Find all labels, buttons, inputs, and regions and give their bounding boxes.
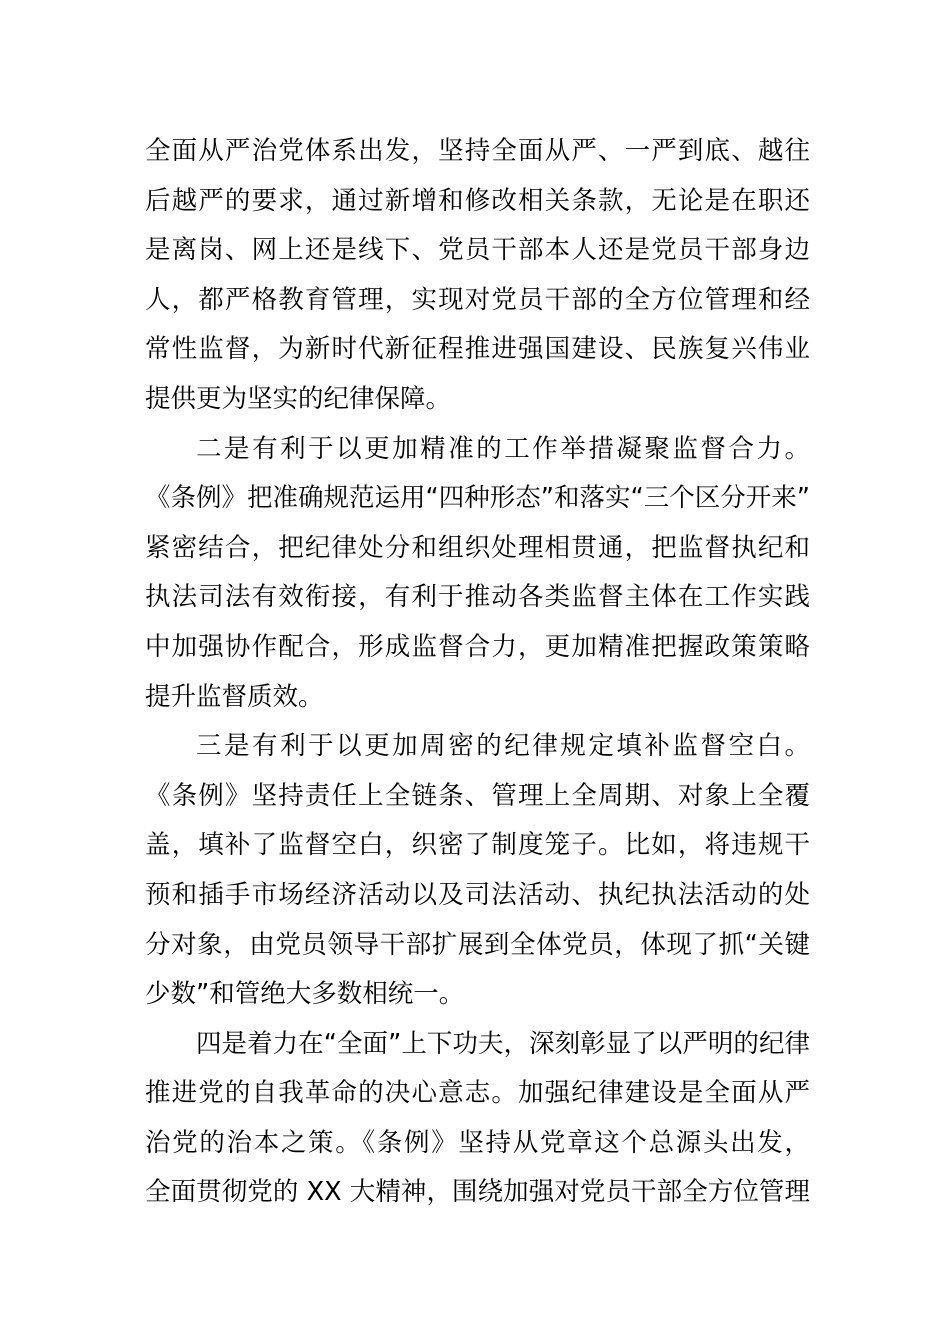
text-line: 推进党的自我革命的决心意志。加强纪律建设是全面从严 [145, 1078, 810, 1109]
document-body [145, 127, 810, 1218]
text-line: 人，都严格教育管理，实现对党员干部的全方位管理和经 [145, 284, 810, 315]
text-line: 提升监督质效。 [145, 681, 324, 712]
text-line: 《条例》坚持责任上全链条、管理上全周期、对象上全覆 [145, 780, 810, 811]
text-line: 全面从严治党体系出发，坚持全面从严、一严到底、越往 [145, 136, 810, 166]
paragraph-heading-line: 二是有利于以更加精准的工作举措凝聚监督合力。 [196, 433, 810, 464]
text-line: 分对象，由党员领导干部扩展到全体党员，体现了抓“关键 [145, 929, 810, 960]
paragraph-heading-line: 三是有利于以更加周密的纪律规定填补监督空白。 [196, 731, 810, 762]
text-line: 提供更为坚实的纪律保障。 [145, 383, 452, 414]
text-line: 是离岗、网上还是线下、党员干部本人还是党员干部身边 [145, 235, 810, 266]
text-line: 《条例》把准确规范运用“四种形态”和落实“三个区分开来” [145, 483, 810, 514]
text-line: 常性监督，为新时代新征程推进强国建设、民族复兴伟业 [145, 334, 810, 365]
text-line: 后越严的要求，通过新增和修改相关条款，无论是在职还 [145, 185, 810, 216]
text-line: 盖，填补了监督空白，织密了制度笼子。比如，将违规干 [145, 830, 810, 861]
text-line: 全面贯彻党的 XX 大精神，围绕加强对党员干部全方位管理 [145, 1177, 810, 1208]
text-line: 中加强协作配合，形成监督合力，更加精准把握政策策略 [145, 631, 810, 662]
text-line: 紧密结合，把纪律处分和组织处理相贯通，把监督执纪和 [145, 532, 810, 563]
text-line: 治党的治本之策。《条例》坚持从党章这个总源头出发， [145, 1127, 810, 1158]
text-line: 预和插手市场经济活动以及司法活动、执纪执法活动的处 [145, 879, 810, 910]
text-line: 少数”和管绝大多数相统一。 [145, 979, 465, 1010]
paragraph-heading-line: 四是着力在“全面”上下功夫，深刻彰显了以严明的纪律 [196, 1028, 810, 1059]
text-line: 执法司法有效衔接，有利于推动各类监督主体在工作实践 [145, 582, 810, 613]
